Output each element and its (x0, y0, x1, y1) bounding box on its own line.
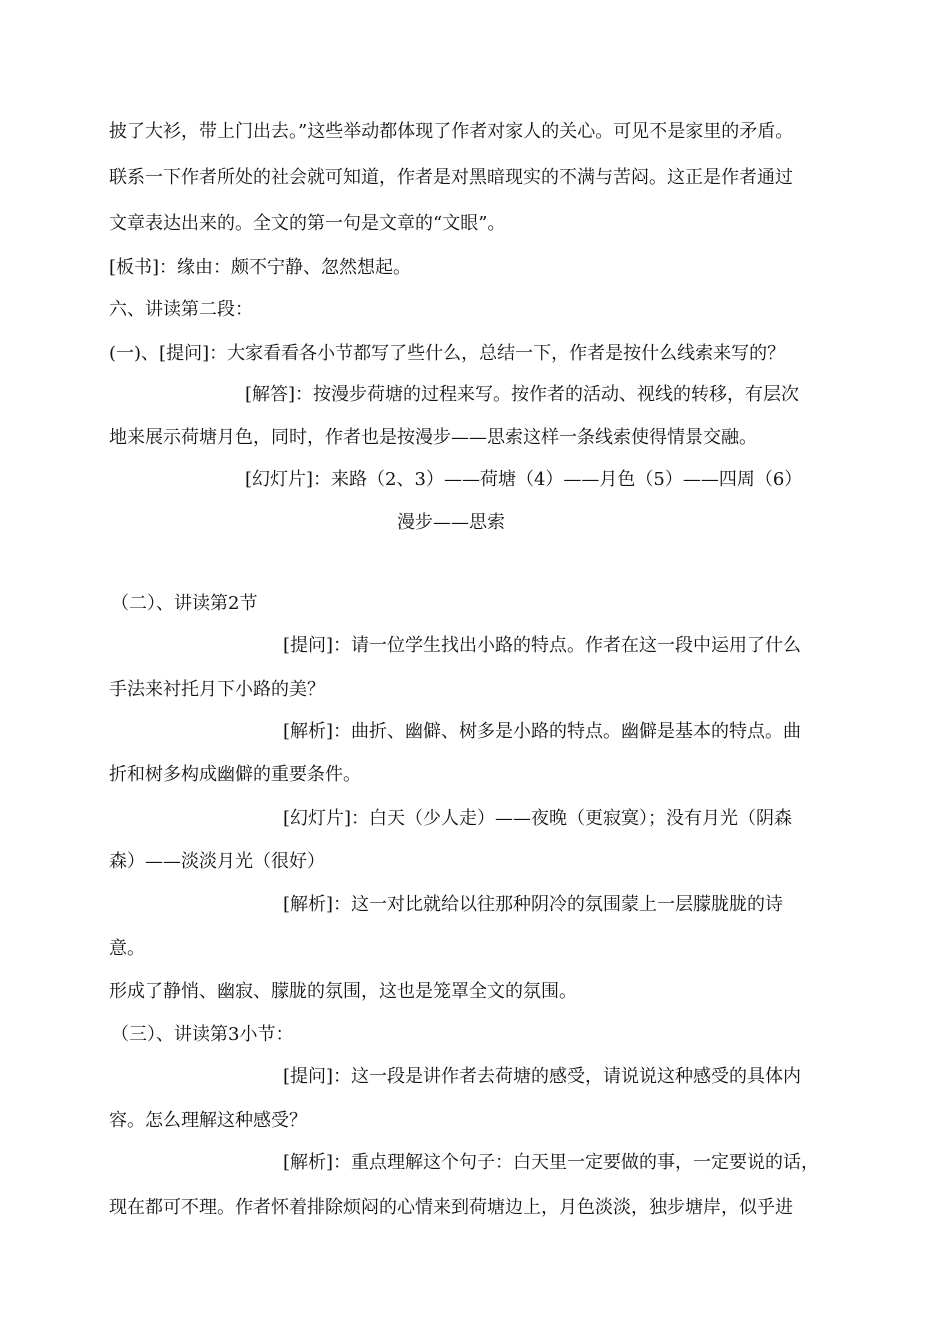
text-line-6: (一)、[提问]：大家看看各小节都写了些什么，总结一下，作者是按什么线索来写的？ (109, 343, 786, 364)
text-line-12: [提问]：请一位学生找出小路的特点。作者在这一段中运用了什么 (283, 635, 802, 656)
text-line-20: 形成了静悄、幽寂、朦胧的氛围，这也是笼罩全文的氛围。 (109, 981, 577, 1002)
slide-line-2: 漫步——思索 (397, 512, 505, 533)
text-line-23: 容。怎么理解这种感受？ (109, 1110, 307, 1131)
text-line-2: 联系一下作者所处的社会就可知道，作者是对黑暗现实的不满与苦闷。这正是作者通过 (109, 167, 793, 188)
text-line-15: 折和树多构成幽僻的重要条件。 (109, 764, 361, 785)
section-heading-6: 六、讲读第二段： (109, 299, 253, 320)
text-line-14: [解析]：曲折、幽僻、树多是小路的特点。幽僻是基本的特点。曲 (283, 721, 802, 742)
text-line-4: [板书]：缘由：颇不宁静、忽然想起。 (109, 257, 412, 278)
text-line-16: [幻灯片]：白天（少人走）——夜晚（更寂寞）；没有月光（阴森 (283, 808, 793, 829)
subsection-heading-3: （三）、讲读第3小节： (111, 1024, 294, 1045)
text-line-25: 现在都可不理。作者怀着排除烦闷的心情来到荷塘边上，月色淡淡，独步塘岸，似乎进 (109, 1197, 793, 1218)
text-line-13: 手法来衬托月下小路的美？ (109, 679, 325, 700)
text-line-7: [解答]：按漫步荷塘的过程来写。按作者的活动、视线的转移，有层次 (245, 384, 800, 405)
text-line-3: 文章表达出来的。全文的第一句是文章的“文眼”。 (109, 213, 506, 234)
text-line-24: [解析]：重点理解这个句子：白天里一定要做的事，一定要说的话， (283, 1152, 820, 1173)
text-line-1: 披了大衫，带上门出去。”这些举动都体现了作者对家人的关心。可见不是家里的矛盾。 (109, 121, 794, 142)
text-line-22: [提问]：这一段是讲作者去荷塘的感受，请说说这种感受的具体内 (283, 1066, 802, 1087)
text-line-19: 意。 (109, 938, 145, 959)
text-line-8: 地来展示荷塘月色，同时，作者也是按漫步——思索这样一条线索使得情景交融。 (109, 427, 757, 448)
slide-line-1: [幻灯片]：来路（2、3）——荷塘（4）——月色（5）——四周（6） (245, 469, 803, 490)
text-line-17: 森）——淡淡月光（很好） (109, 851, 325, 872)
text-line-18: [解析]：这一对比就给以往那种阴冷的氛围蒙上一层朦胧胧的诗 (283, 894, 784, 915)
subsection-heading-2: （二）、讲读第2节 (111, 593, 258, 614)
